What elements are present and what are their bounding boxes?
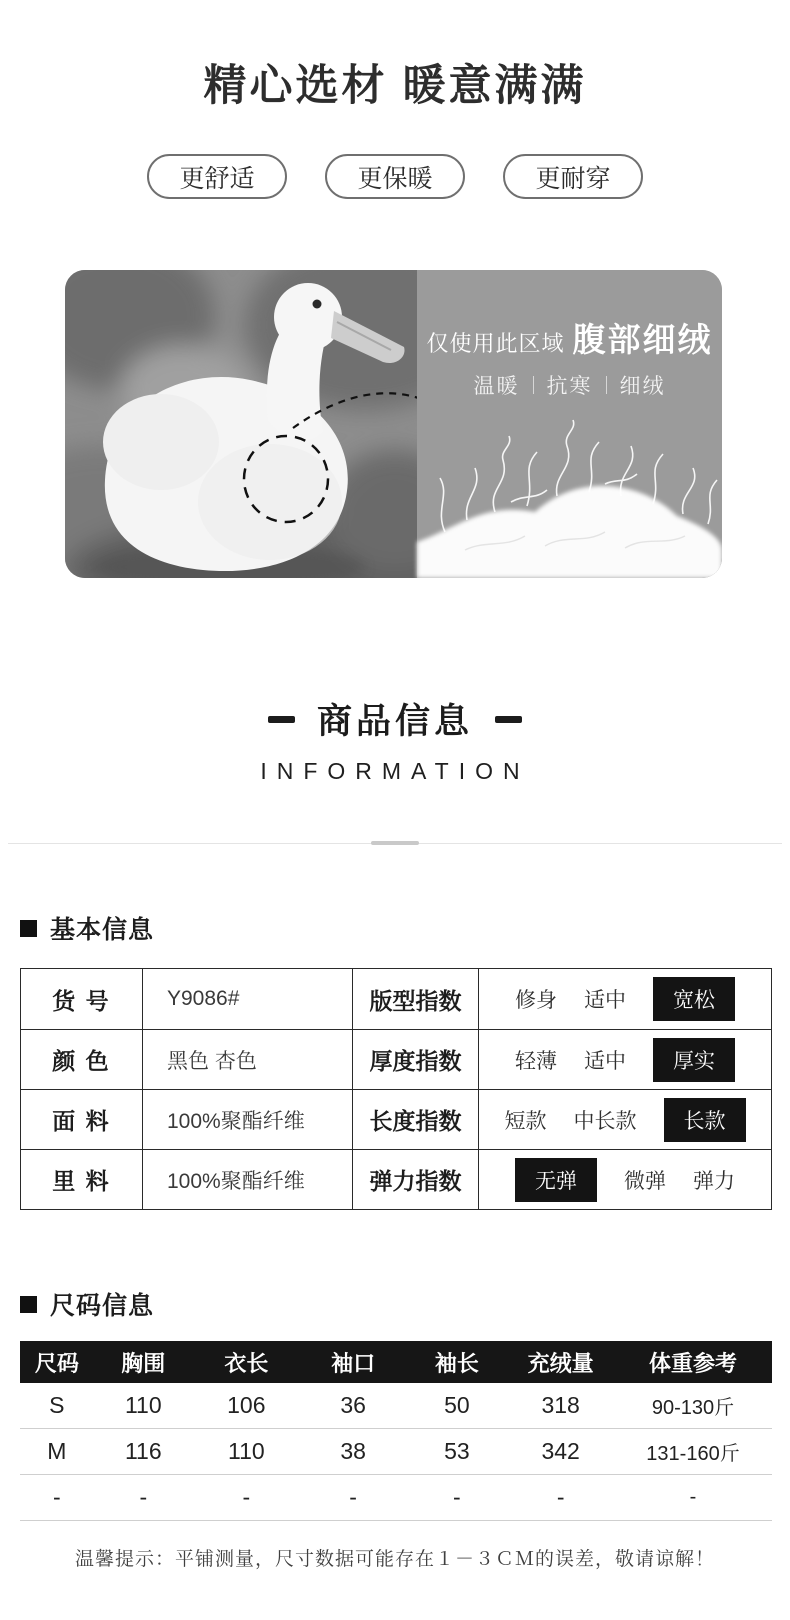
cell: 53 [444,1438,470,1464]
column-header: 体重参考 [648,1350,737,1376]
index-label: 弹力指数 [353,1150,479,1209]
page-title: 精心选材 暖意满满 [203,62,587,110]
table-row [21,1089,771,1149]
index-options [479,1030,771,1089]
measurement-disclaimer: 温馨提示：平铺测量，尺寸数据可能存在１－３ＣＭ的误差，敬请谅解！ [74,1549,715,1570]
cell: - [349,1484,357,1510]
product-info-header [0,694,790,785]
row-value: 黑色 杏色 [143,1030,353,1089]
cell: M [47,1438,67,1464]
cell: - [53,1484,61,1510]
basic-info-heading [20,910,154,946]
divider-thumb [371,841,419,845]
cell: 50 [444,1392,470,1418]
hero-tag: 温暖 [473,375,520,398]
row-label: 面 料 [21,1090,143,1149]
option-selected: 无弹 [515,1158,597,1202]
option: 弹力 [693,1169,735,1193]
size-table [20,1341,772,1521]
column-header: 袖口 [331,1350,376,1376]
basic-info-table [20,968,772,1210]
cell: 110 [124,1392,162,1418]
size-info-heading-label: 尺码信息 [50,1292,155,1320]
option: 短款 [504,1109,547,1133]
cell: - [139,1484,148,1510]
pill-durable: 更耐穿 [503,154,643,199]
dash-ornament-left [268,716,295,723]
cell: S [49,1392,65,1418]
hero-tag: 细绒 [619,375,666,398]
square-bullet-icon [20,1296,37,1313]
cell: 342 [541,1438,580,1464]
table-row [21,1029,771,1089]
option: 适中 [584,1049,626,1073]
row-label: 货 号 [21,969,143,1029]
table-row [21,1149,771,1209]
column-header: 充绒量 [527,1350,594,1376]
option-selected: 长款 [664,1098,746,1142]
square-bullet-icon [20,920,37,937]
pill-warm: 更保暖 [325,154,465,199]
row-value: 100%聚酯纤维 [143,1150,353,1209]
size-info-heading [20,1286,154,1322]
size-row-s [20,1383,772,1429]
cell: 90-130斤 [651,1397,735,1419]
product-info-subtitle: INFORMATION [260,758,530,784]
cell: 131-160斤 [646,1443,740,1465]
cell: 106 [227,1392,266,1418]
index-options [479,969,771,1029]
index-label: 长度指数 [353,1090,479,1149]
hero-caption-prefix: 仅使用此区域 [426,331,565,356]
hero-tags [417,370,722,400]
basic-info-heading-label: 基本信息 [50,916,155,944]
cell: - [556,1484,565,1510]
feature-pills [0,154,790,199]
row-value: Y9086# [143,969,353,1029]
index-label: 版型指数 [353,969,479,1029]
option: 中长款 [573,1109,637,1133]
tag-separator [606,376,607,394]
option: 适中 [584,989,626,1012]
cell: 318 [541,1392,580,1418]
size-row-m [20,1429,772,1475]
cell: 116 [124,1438,162,1464]
cell: 110 [227,1438,265,1464]
dash-ornament-right [495,716,522,723]
option: 轻薄 [515,1049,557,1073]
tag-separator [533,376,534,394]
cell: 38 [340,1438,366,1464]
option-selected: 厚实 [653,1038,735,1082]
column-header: 胸围 [121,1350,166,1376]
cell: - [689,1486,697,1508]
cell: - [242,1484,251,1510]
hero-caption [417,314,722,361]
row-value: 100%聚酯纤维 [143,1090,353,1149]
size-row-empty [20,1475,772,1521]
hero-caption-emphasis: 腹部细绒 [572,321,713,358]
table-row [21,969,771,1029]
option: 微弹 [624,1169,666,1193]
column-header: 衣长 [224,1350,269,1376]
option: 修身 [515,989,557,1012]
column-header: 袖长 [434,1350,479,1376]
cell: - [453,1484,461,1510]
product-info-title: 商品信息 [316,702,473,741]
cell: 36 [340,1392,366,1418]
duck-down-hero-image [65,270,722,578]
pill-comfort: 更舒适 [147,154,287,199]
index-options [479,1090,771,1149]
index-options [479,1150,771,1209]
row-label: 颜 色 [21,1030,143,1089]
hero-tag: 抗寒 [546,375,593,398]
option-selected: 宽松 [653,977,735,1021]
row-label: 里 料 [21,1150,143,1209]
size-table-header [20,1341,772,1383]
column-header: 尺码 [34,1350,79,1376]
index-label: 厚度指数 [353,1030,479,1089]
